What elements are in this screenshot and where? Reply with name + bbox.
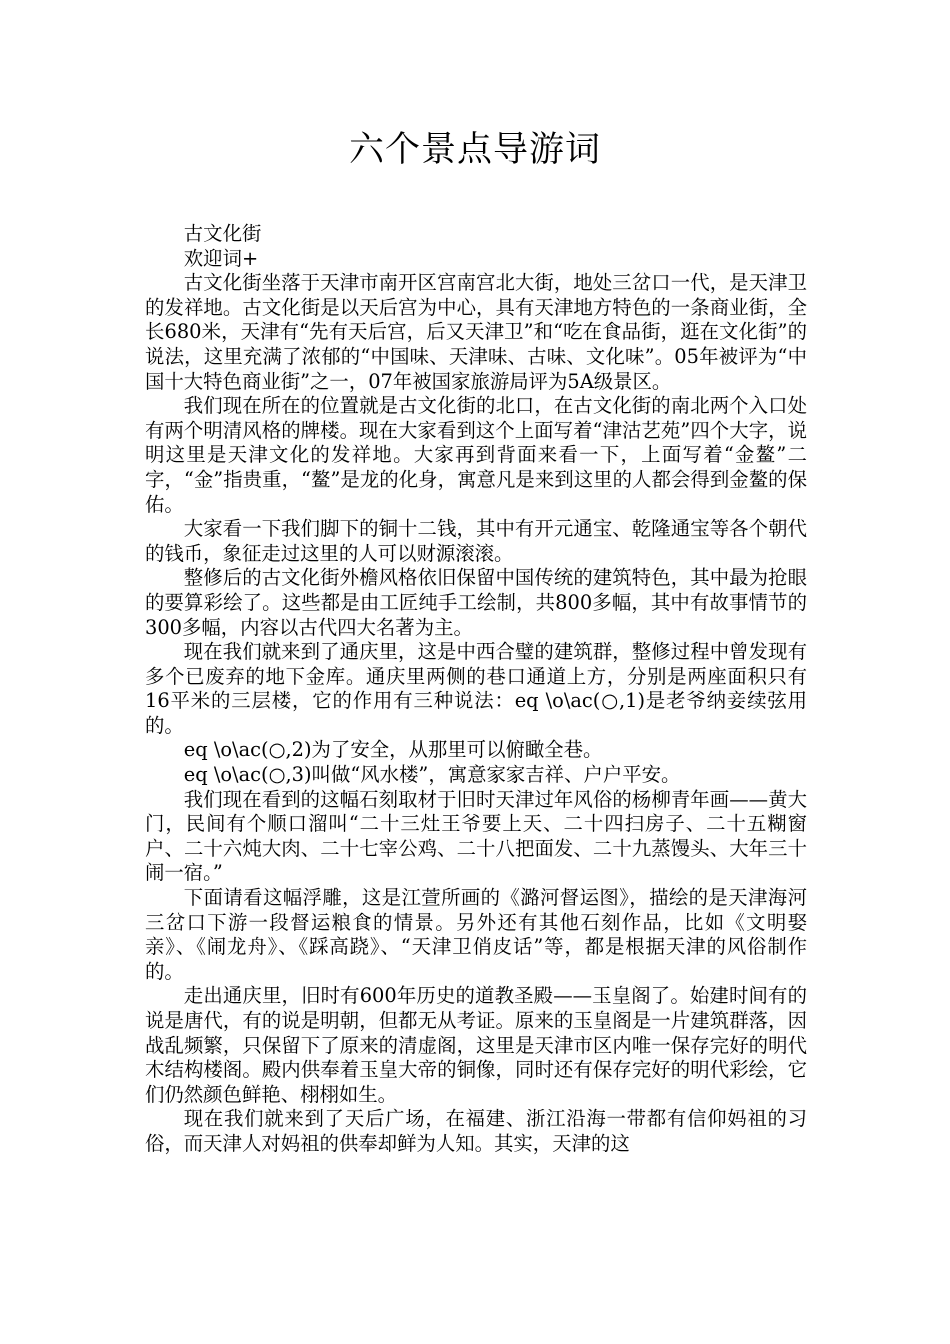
- paragraph: 大家看一下我们脚下的铜十二钱，其中有开元通宝、乾隆通宝等各个朝代的钱币，象征走过这里的人可以财源滚滚。: [145, 517, 807, 565]
- paragraph: 现在我们就来到了天后广场，在福建、浙江沿海一带都有信仰妈祖的习俗，而天津人对妈祖的供奉却鲜为人知。其实，天津的这: [145, 1107, 807, 1155]
- paragraph: 我们现在所在的位置就是古文化街的北口，在古文化街的南北两个入口处有两个明清风格的牌楼。现在大家看到这个上面写着“津沽艺苑”四个大字，说明这里是天津文化的发祥地。大家再到背面来看一下，上面写着“金鳌”二字，“金”指贵重，“鳌”是龙的化身，寓意凡是来到这里的人都会得到金鳌的保佑。: [145, 394, 807, 516]
- paragraph: 现在我们就来到了通庆里，这是中西合璧的建筑群，整修过程中曾发现有多个已废弃的地下金库。通庆里两侧的巷口通道上方，分别是两座面积只有16平米的三层楼，它的作用有三种说法：eq \o\ac(○,1)是老爷纳妾续弦用的。: [145, 640, 807, 737]
- paragraph: eq \o\ac(○,3)叫做“风水楼”，寓意家家吉祥、户户平安。: [183, 763, 681, 787]
- paragraph: 欢迎词+: [183, 246, 259, 270]
- paragraph: eq \o\ac(○,2)为了安全，从那里可以俯瞰全巷。: [183, 738, 603, 762]
- paragraph: 整修后的古文化街外檐风格依旧保留中国传统的建筑特色，其中最为抢眼的要算彩绘了。这些都是由工匠纯手工绘制，共800多幅，其中有故事情节的300多幅，内容以古代四大名著为主。: [145, 566, 807, 639]
- paragraph: 走出通庆里，旧时有600年历史的道教圣殿——玉皇阁了。始建时间有的说是唐代，有的说是明朝，但都无从考证。原来的玉皇阁是一片建筑群落，因战乱频繁，只保留下了原来的清虚阁，这里是天津市区内唯一保存完好的明代木结构楼阁。殿内供奉着玉皇大帝的铜像，同时还有保存完好的明代彩绘，它们仍然颜色鲜艳、栩栩如生。: [145, 984, 807, 1106]
- document-body: [145, 222, 807, 1157]
- paragraph: 古文化街坐落于天津市南开区宫南宫北大街，地处三岔口一代，是天津卫的发祥地。古文化街是以天后宫为中心，具有天津地方特色的一条商业街，全长680米，天津有“先有天后宫，后又天津卫”和“吃在食品街，逛在文化街”的说法，这里充满了浓郁的“中国味、天津味、古味、文化味”。05年被评为“中国十大特色商业街”之一，07年被国家旅游局评为5A级景区。: [145, 271, 807, 393]
- paragraph: 我们现在看到的这幅石刻取材于旧时天津过年风俗的杨柳青年画——黄大门，民间有个顺口溜叫“二十三灶王爷要上天、二十四扫房子、二十五糊窗户、二十六炖大肉、二十七宰公鸡、二十八把面发、二十九蒸馒头、大年三十闹一宿。”: [145, 787, 807, 885]
- paragraph: 古文化街: [183, 222, 262, 245]
- paragraph: 下面请看这幅浮雕，这是江萱所画的《潞河督运图》，描绘的是天津海河三岔口下游一段督运粮食的情景。另外还有其他石刻作品，比如《文明娶亲》、《闹龙舟》、《踩高跷》、“天津卫俏皮话”等，都是根据天津的风俗制作的。: [145, 886, 807, 983]
- document-title: 六个景点导游词: [348, 130, 601, 170]
